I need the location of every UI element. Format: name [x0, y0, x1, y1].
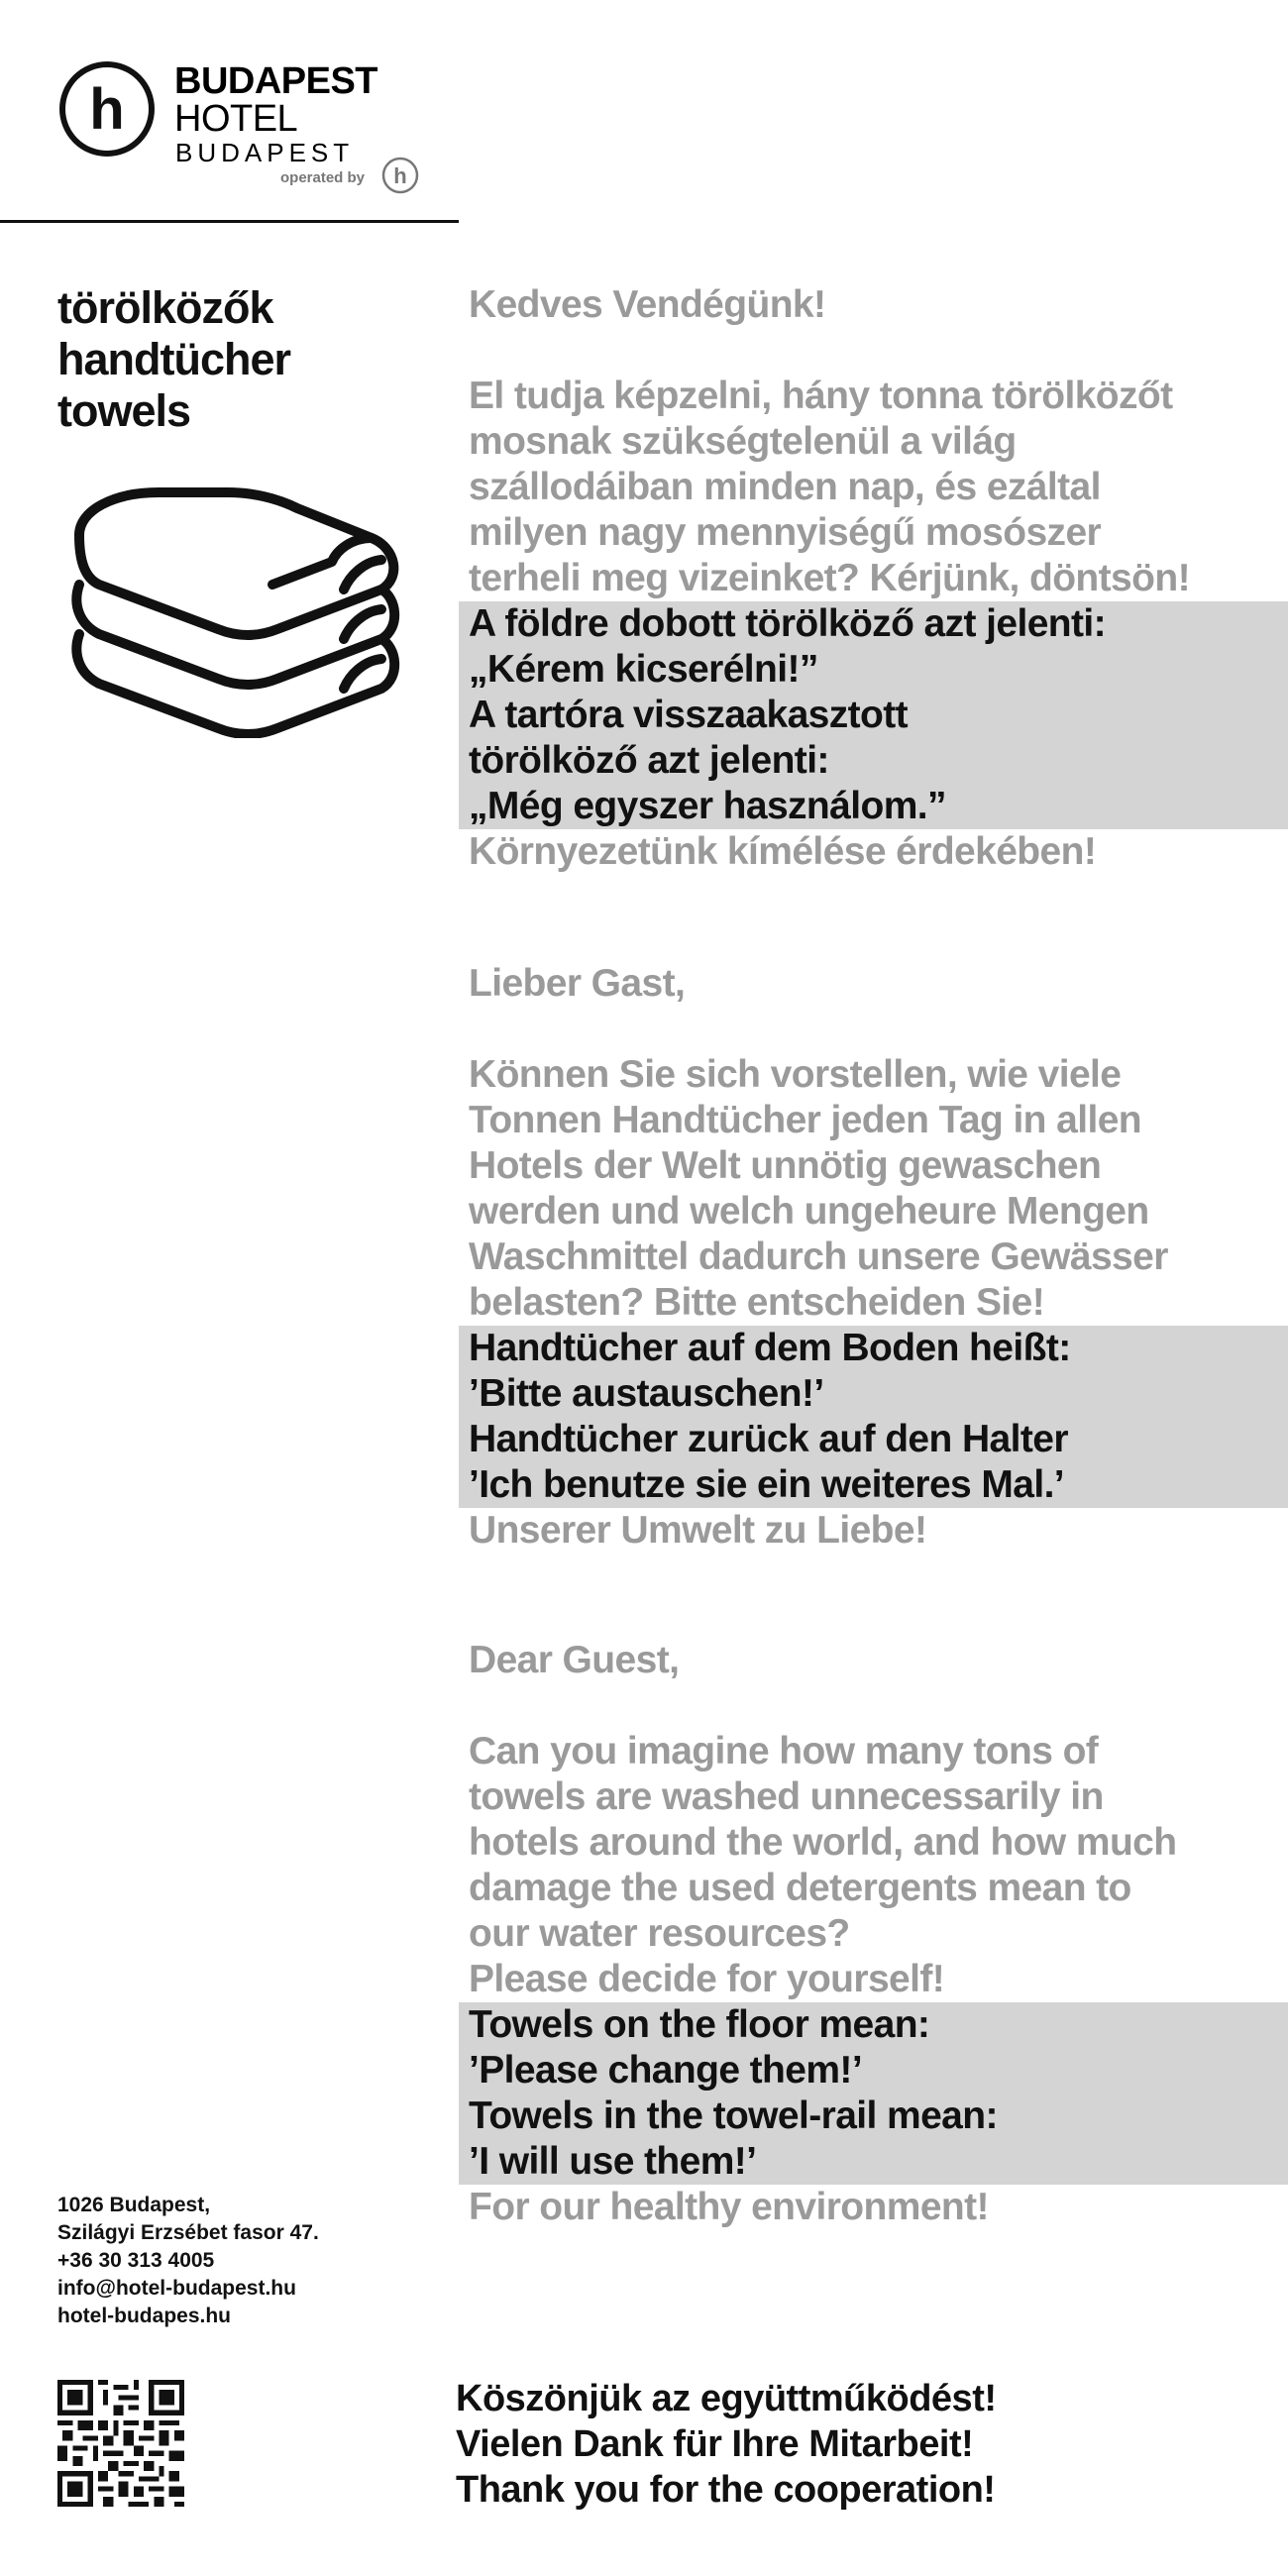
- section-english: [459, 1638, 1288, 2230]
- operated-by-label: operated by: [280, 169, 366, 186]
- intro-hu-line: mosnak szükségtelenül a világ: [469, 420, 1017, 463]
- thanks-hu: Köszönjük az együttműködést!: [456, 2378, 997, 2419]
- logo-mark-icon: [57, 59, 157, 159]
- highlight-en-line: ’Please change them!’: [469, 2049, 863, 2092]
- highlight-hu-line: A földre dobott törölköző azt jelenti:: [469, 602, 1107, 645]
- highlight-en: [459, 2002, 1288, 2185]
- highlight-en-line: Towels on the floor mean:: [469, 2003, 930, 2046]
- thanks-en: Thank you for the cooperation!: [456, 2469, 996, 2511]
- highlight-en-line: Towels in the towel-rail mean:: [469, 2094, 998, 2137]
- logo-line-3: BUDAPEST: [175, 138, 355, 167]
- intro-hu-line: milyen nagy mennyiségű mosószer: [469, 511, 1102, 554]
- contact-phone: +36 30 313 4005: [57, 2249, 215, 2272]
- highlight-de-line: ’Ich benutze sie ein weiteres Mal.’: [469, 1463, 1065, 1506]
- contact-city: 1026 Budapest,: [57, 2194, 211, 2216]
- highlight-hu-line: „Kérem kicserélni!”: [469, 648, 818, 691]
- intro-en: [459, 1729, 1288, 2002]
- svg-text:h: h: [89, 77, 125, 142]
- title-line-de: handtücher: [57, 334, 291, 384]
- logo-line-1: BUDAPEST: [174, 60, 378, 102]
- intro-de-line: Waschmittel dadurch unsere Gewässer: [469, 1235, 1168, 1278]
- intro-hu: [459, 374, 1288, 601]
- contact-email[interactable]: info@hotel-budapest.hu: [57, 2277, 296, 2300]
- hotel-logo: [57, 59, 434, 198]
- closing-en: For our healthy environment!: [469, 2186, 989, 2228]
- header-divider: [0, 220, 459, 223]
- highlight-hu-line: „Még egyszer használom.”: [469, 785, 946, 827]
- contact-block: [57, 2192, 319, 2330]
- thanks-de: Vielen Dank für Ihre Mitarbeit!: [456, 2423, 974, 2465]
- document-title: [57, 282, 290, 437]
- highlight-hu: [459, 601, 1288, 829]
- greeting-de: Lieber Gast,: [469, 962, 686, 1005]
- thank-you-block: [456, 2376, 997, 2513]
- intro-de-line: werden und welch ungeheure Mengen: [469, 1190, 1149, 1233]
- intro-en-line: Can you imagine how many tons of: [469, 1730, 1099, 1772]
- highlight-en-line: ’I will use them!’: [469, 2140, 757, 2183]
- intro-hu-line: El tudja képzelni, hány tonna törölközőt: [469, 375, 1173, 417]
- closing-de: Unserer Umwelt zu Liebe!: [469, 1509, 927, 1552]
- intro-en-line: hotels around the world, and how much: [469, 1821, 1177, 1864]
- intro-en-line: Please decide for yourself!: [469, 1958, 945, 2000]
- intro-de-line: Hotels der Welt unnötig gewaschen: [469, 1144, 1102, 1187]
- contact-street: Szilágyi Erzsébet fasor 47.: [57, 2221, 319, 2244]
- highlight-de-line: Handtücher zurück auf den Halter: [469, 1418, 1068, 1460]
- highlight-de-line: Handtücher auf dem Boden heißt:: [469, 1327, 1071, 1369]
- closing-hu: Környezetünk kímélése érdekében!: [469, 830, 1097, 873]
- section-german: [459, 961, 1288, 1554]
- title-line-hu: törölközők: [57, 282, 273, 333]
- section-hungarian: [459, 282, 1288, 875]
- operator-logo-icon: [380, 156, 420, 195]
- contact-website[interactable]: hotel-budapes.hu: [57, 2305, 231, 2327]
- greeting-en: Dear Guest,: [469, 1639, 680, 1681]
- intro-de-line: Können Sie sich vorstellen, wie viele: [469, 1053, 1122, 1096]
- logo-line-2: HOTEL: [174, 98, 298, 140]
- intro-de-line: belasten? Bitte entscheiden Sie!: [469, 1281, 1045, 1324]
- intro-hu-line: szállodáiban minden nap, és ezáltal: [469, 466, 1101, 508]
- intro-de-line: Tonnen Handtücher jeden Tag in allen: [469, 1099, 1142, 1141]
- intro-de: [459, 1052, 1288, 1326]
- highlight-hu-line: A tartóra visszaakasztott: [469, 694, 909, 736]
- highlight-de: [459, 1326, 1288, 1508]
- qr-code-icon: [57, 2380, 184, 2507]
- intro-en-line: our water resources?: [469, 1912, 850, 1955]
- intro-en-line: damage the used detergents mean to: [469, 1867, 1131, 1909]
- svg-text:h: h: [393, 163, 407, 188]
- folded-towels-icon: [54, 481, 411, 738]
- highlight-de-line: ’Bitte austauschen!’: [469, 1372, 824, 1415]
- greeting-hu: Kedves Vendégünk!: [469, 283, 826, 326]
- title-line-en: towels: [57, 385, 191, 436]
- intro-hu-line: terheli meg vizeinket? Kérjünk, döntsön!: [469, 557, 1190, 599]
- highlight-hu-line: törölköző azt jelenti:: [469, 739, 829, 782]
- intro-en-line: towels are washed unnecessarily in: [469, 1775, 1104, 1818]
